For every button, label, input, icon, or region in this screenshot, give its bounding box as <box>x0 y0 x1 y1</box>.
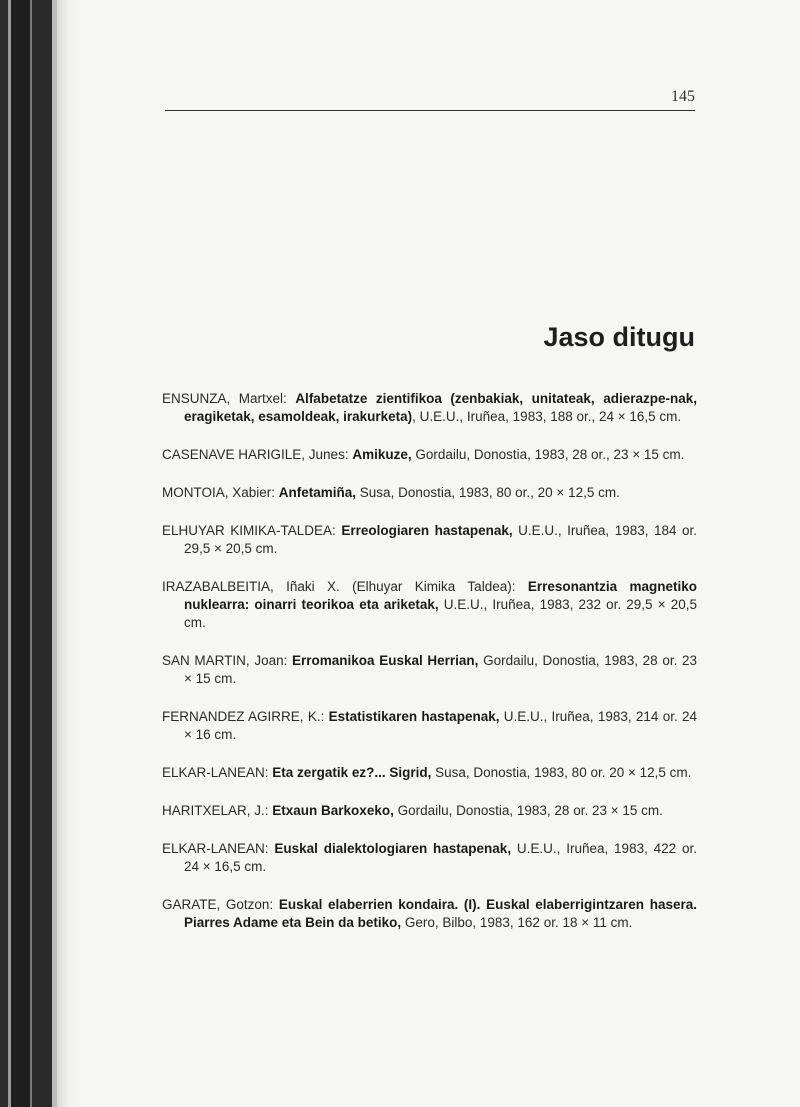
bibliography-entry <box>162 708 697 744</box>
bibliography-entry <box>162 522 697 558</box>
header-rule <box>165 110 695 111</box>
entry-author: CASENAVE HARIGILE, Junes: <box>162 447 353 462</box>
entry-title: Estatistikaren hastapenak, <box>328 709 500 724</box>
entry-publication: U.E.U., Iruñea, 1983, 422 or. 24 × 16,5 cm. <box>184 841 697 874</box>
bibliography-entry <box>162 840 697 876</box>
entry-author: ELKAR-LANEAN: <box>162 765 273 780</box>
entry-publication: Gero, Bilbo, 1983, 162 or. 18 × 11 cm. <box>401 915 633 930</box>
entry-title: Euskal elaberrien kondaira. (I). Euskal elaberrigintzaren hasera. Piarres Adame eta Bein da betiko, <box>184 897 697 930</box>
entry-author: SAN MARTIN, Joan: <box>162 653 293 668</box>
entry-author: HARITXELAR, J.: <box>162 803 273 818</box>
bibliography-entry <box>162 390 697 426</box>
entry-title: Anfetamiña, <box>278 485 357 500</box>
bibliography-entry <box>162 484 697 502</box>
entry-title: Erresonantzia magnetiko nuklearra: oinarri teorikoa eta ariketak, <box>184 579 698 612</box>
page-number: 145 <box>671 88 695 105</box>
bibliography-entry <box>162 802 697 820</box>
entry-publication: U.E.U., Iruñea, 1983, 184 or. 29,5 × 20,5 cm. <box>184 523 698 556</box>
entry-title: Amikuze, <box>352 447 412 462</box>
entry-title: Euskal dialektologiaren hastapenak, <box>274 841 512 856</box>
entry-publication: Gordailu, Donostia, 1983, 28 or. 23 × 15 cm. <box>184 653 698 686</box>
entry-author: FERNANDEZ AGIRRE, K.: <box>162 709 329 724</box>
entry-publication: Susa, Donostia, 1983, 80 or. 20 × 12,5 cm. <box>431 765 692 780</box>
entry-author: GARATE, Gotzon: <box>162 897 279 912</box>
entry-publication: Gordailu, Donostia, 1983, 28 or. 23 × 15 cm. <box>393 803 663 818</box>
bibliography-entry <box>162 578 697 632</box>
section-title: Jaso ditugu <box>543 322 695 352</box>
bibliography-list <box>162 390 697 952</box>
entry-title: Eta zergatik ez?... Sigrid, <box>272 765 432 780</box>
bibliography-entry <box>162 446 697 464</box>
entry-title: Alfabetatze zientifikoa (zenbakiak, unitateak, adierazpe-nak, eragiketak, esamoldeak, irakurketa) <box>184 391 697 424</box>
bibliography-entry <box>162 764 697 782</box>
entry-title: Etxaun Barkoxeko, <box>272 803 394 818</box>
entry-author: ELHUYAR KIMIKA-TALDEA: <box>162 523 342 538</box>
entry-publication: , U.E.U., Iruñea, 1983, 188 or., 24 × 16,5 cm. <box>412 409 682 424</box>
entry-author: ENSUNZA, Martxel: <box>162 391 296 406</box>
entry-publication: Gordailu, Donostia, 1983, 28 or., 23 × 15 cm. <box>411 447 685 462</box>
bibliography-entry <box>162 896 697 932</box>
entry-title: Erromanikoa Euskal Herrian, <box>292 653 479 668</box>
entry-author: MONTOIA, Xabier: <box>162 485 279 500</box>
book-binding-edge <box>0 0 80 1107</box>
entry-publication: Susa, Donostia, 1983, 80 or., 20 × 12,5 cm. <box>356 485 620 500</box>
entry-author: IRAZABALBEITIA, Iñaki X. (Elhuyar Kimika Taldea): <box>162 579 528 594</box>
entry-title: Erreologiaren hastapenak, <box>341 523 513 538</box>
entry-publication: U.E.U., Iruñea, 1983, 232 or. 29,5 × 20,5 cm. <box>184 597 697 630</box>
entry-publication: U.E.U., Iruñea, 1983, 214 or. 24 × 16 cm. <box>184 709 698 742</box>
entry-author: ELKAR-LANEAN: <box>162 841 275 856</box>
bibliography-entry <box>162 652 697 688</box>
